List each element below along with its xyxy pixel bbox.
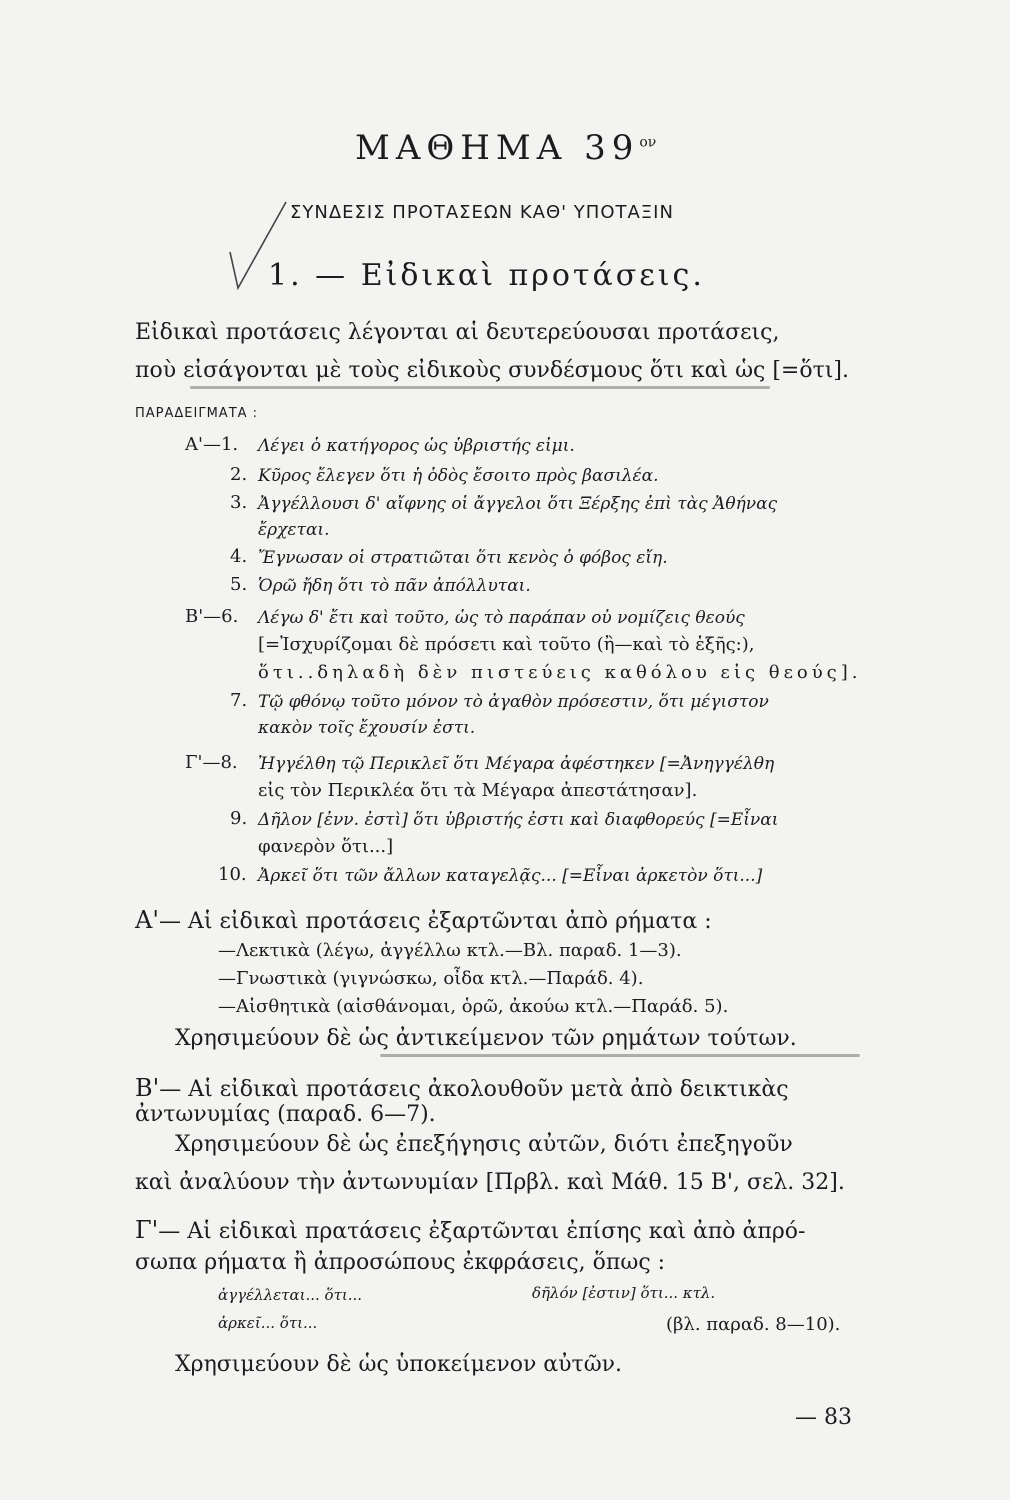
impersonal-example: ἀρκεῖ... ὅτι...	[218, 1314, 318, 1332]
lesson-subtitle: ΣΥΝΔΕΣΙΣ ΠΡΟΤΑΣΕΩΝ ΚΑΘ' ΥΠΟΤΑΞΙΝ	[290, 202, 674, 223]
example-line: Ὁρῶ ἤδη ὅτι τὸ πᾶν ἀπόλλυται.	[258, 576, 531, 596]
example-number: 9.	[230, 808, 248, 829]
example-number: Γ'—8.	[185, 752, 238, 773]
example-line: φανερὸν ὅτι...]	[258, 836, 394, 857]
section-b-line-2: ἀντωνυμίας (παραδ. 6—7).	[135, 1102, 436, 1127]
example-number: 5.	[230, 574, 248, 595]
example-line: Λέγει ὁ κατήγορος ὡς ὑβριστής εἰμι.	[258, 436, 575, 456]
impersonal-example-ref: (βλ. παραδ. 8—10).	[666, 1314, 841, 1335]
section-c-line-2: σωπα ρήματα ἢ ἀπροσώπους ἐκφράσεις, ὅπως :	[135, 1250, 666, 1275]
section-a-text: — Αἱ εἰδικαὶ προτάσεις ἐξαρτῶνται ἀπὸ ρήματα :	[158, 909, 712, 934]
lesson-title-text: ΜΑΘΗΜΑ 39	[355, 128, 640, 168]
lesson-title	[355, 128, 656, 168]
example-number: 3.	[230, 492, 248, 513]
section-a-label: Α'	[135, 906, 159, 934]
verb-category-item: —Γνωστικὰ (γιγνώσκω, οἶδα κτλ.—Παράδ. 4).	[218, 968, 644, 989]
example-line: Ἀγγέλλουσι δ' αἴφνης οἱ ἄγγελοι ὅτι Ξέρξης ἐπὶ τὰς Ἀθήνας	[258, 494, 778, 514]
example-line: Δῆλον [ἐνν. ἐστὶ] ὅτι ὑβριστής ἐστι καὶ διαφθορεύς [=Εἶναι	[258, 810, 779, 830]
pencil-underline	[380, 1054, 860, 1057]
intro-line-2: ποὺ εἰσάγονται μὲ τοὺς εἰδικοὺς συνδέσμους ὅτι καὶ ὡς [=ὅτι].	[135, 358, 849, 383]
verb-category-item: —Αἰσθητικὰ (αἰσθάνομαι, ὁρῶ, ἀκούω κτλ.—Παράδ. 5).	[218, 996, 729, 1017]
impersonal-example: ἀγγέλλεται... ὅτι...	[218, 1286, 363, 1304]
intro-line-1: Εἰδικαὶ προτάσεις λέγονται αἱ δευτερεύουσαι προτάσεις,	[135, 320, 780, 345]
section-b-label: Β'	[135, 1074, 160, 1102]
example-line: Λέγω δ' ἔτι καὶ τοῦτο, ὡς τὸ παράπαν οὐ νομίζεις θεούς	[258, 608, 745, 628]
example-line: κακὸν τοῖς ἔχουσίν ἐστι.	[258, 718, 476, 738]
example-line: ἔρχεται.	[258, 520, 330, 540]
examples-label: ΠΑΡΑΔΕΙΓΜΑΤΑ :	[135, 406, 259, 421]
section-a-intro	[135, 906, 712, 934]
section-a-note: Χρησιμεύουν δὲ ὡς ἀντικείμενον τῶν ρημάτων τούτων.	[175, 1026, 797, 1051]
verb-category-item: —Λεκτικὰ (λέγω, ἀγγέλλω κτλ.—Βλ. παραδ. 1—3).	[218, 940, 682, 961]
section-c-label: Γ'	[135, 1216, 159, 1244]
example-line: ὅτι..δηλαδὴ δὲν πιστεύεις καθόλου εἰς θεούς].	[258, 662, 862, 683]
example-number: 4.	[230, 546, 248, 567]
section-b-note-1: Χρησιμεύουν δὲ ὡς ἐπεξήγησις αὐτῶν, διότι ἐπεξηγοῦν	[175, 1132, 793, 1157]
example-number: 2.	[230, 464, 248, 485]
example-line: Ἠγγέλθη τῷ Περικλεῖ ὅτι Μέγαρα ἀφέστηκεν [=Ἀνηγγέλθη	[258, 754, 775, 774]
section-b-text: — Αἱ εἰδικαὶ προτάσεις ἀκολουθοῦν μετὰ ἀπὸ δεικτικὰς	[159, 1077, 789, 1102]
section-c-text: — Αἱ εἰδικαὶ πρατάσεις ἐξαρτῶνται ἐπίσης καὶ ἀπὸ ἀπρό-	[158, 1219, 806, 1244]
section-heading: 1. — Εἰδικαὶ προτάσεις.	[268, 258, 705, 293]
impersonal-example: δῆλόν [ἐστιν] ὅτι... κτλ.	[532, 1284, 716, 1302]
pencil-underline	[190, 386, 770, 389]
example-number: Α'—1.	[185, 434, 239, 455]
example-number: Β'—6.	[185, 606, 239, 627]
section-c-note: Χρησιμεύουν δὲ ὡς ὑποκείμενον αὐτῶν.	[175, 1352, 623, 1377]
section-c-line-1	[135, 1216, 805, 1244]
example-line: [=Ἰσχυρίζομαι δὲ πρόσετι καὶ τοῦτο (ἢ—καὶ τὸ ἑξῆς:),	[258, 634, 755, 655]
section-b-note-2: καὶ ἀναλύουν τὴν ἀντωνυμίαν [Πρβλ. καὶ Μάθ. 15 Β', σελ. 32].	[135, 1170, 845, 1195]
section-b-line-1	[135, 1074, 789, 1102]
example-line: Ἔγνωσαν οἱ στρατιῶται ὅτι κενὸς ὁ φόβος εἴη.	[258, 548, 668, 568]
example-number: 10.	[218, 864, 247, 885]
lesson-title-suffix: ον	[639, 134, 657, 151]
example-line: Τῷ φθόνῳ τοῦτο μόνον τὸ ἀγαθὸν πρόσεστιν, ὅτι μέγιστον	[258, 692, 769, 712]
example-line: Κῦρος ἔλεγεν ὅτι ἡ ὁδὸς ἔσοιτο πρὸς βασιλέα.	[258, 466, 659, 486]
page-number: — 83	[795, 1405, 852, 1430]
example-number: 7.	[230, 690, 248, 711]
example-line: Ἀρκεῖ ὅτι τῶν ἄλλων καταγελᾷς... [=Εἶναι ἀρκετὸν ὅτι...]	[258, 866, 763, 886]
example-line: εἰς τὸν Περικλέα ὅτι τὰ Μέγαρα ἀπεστάτησαν].	[258, 780, 698, 801]
